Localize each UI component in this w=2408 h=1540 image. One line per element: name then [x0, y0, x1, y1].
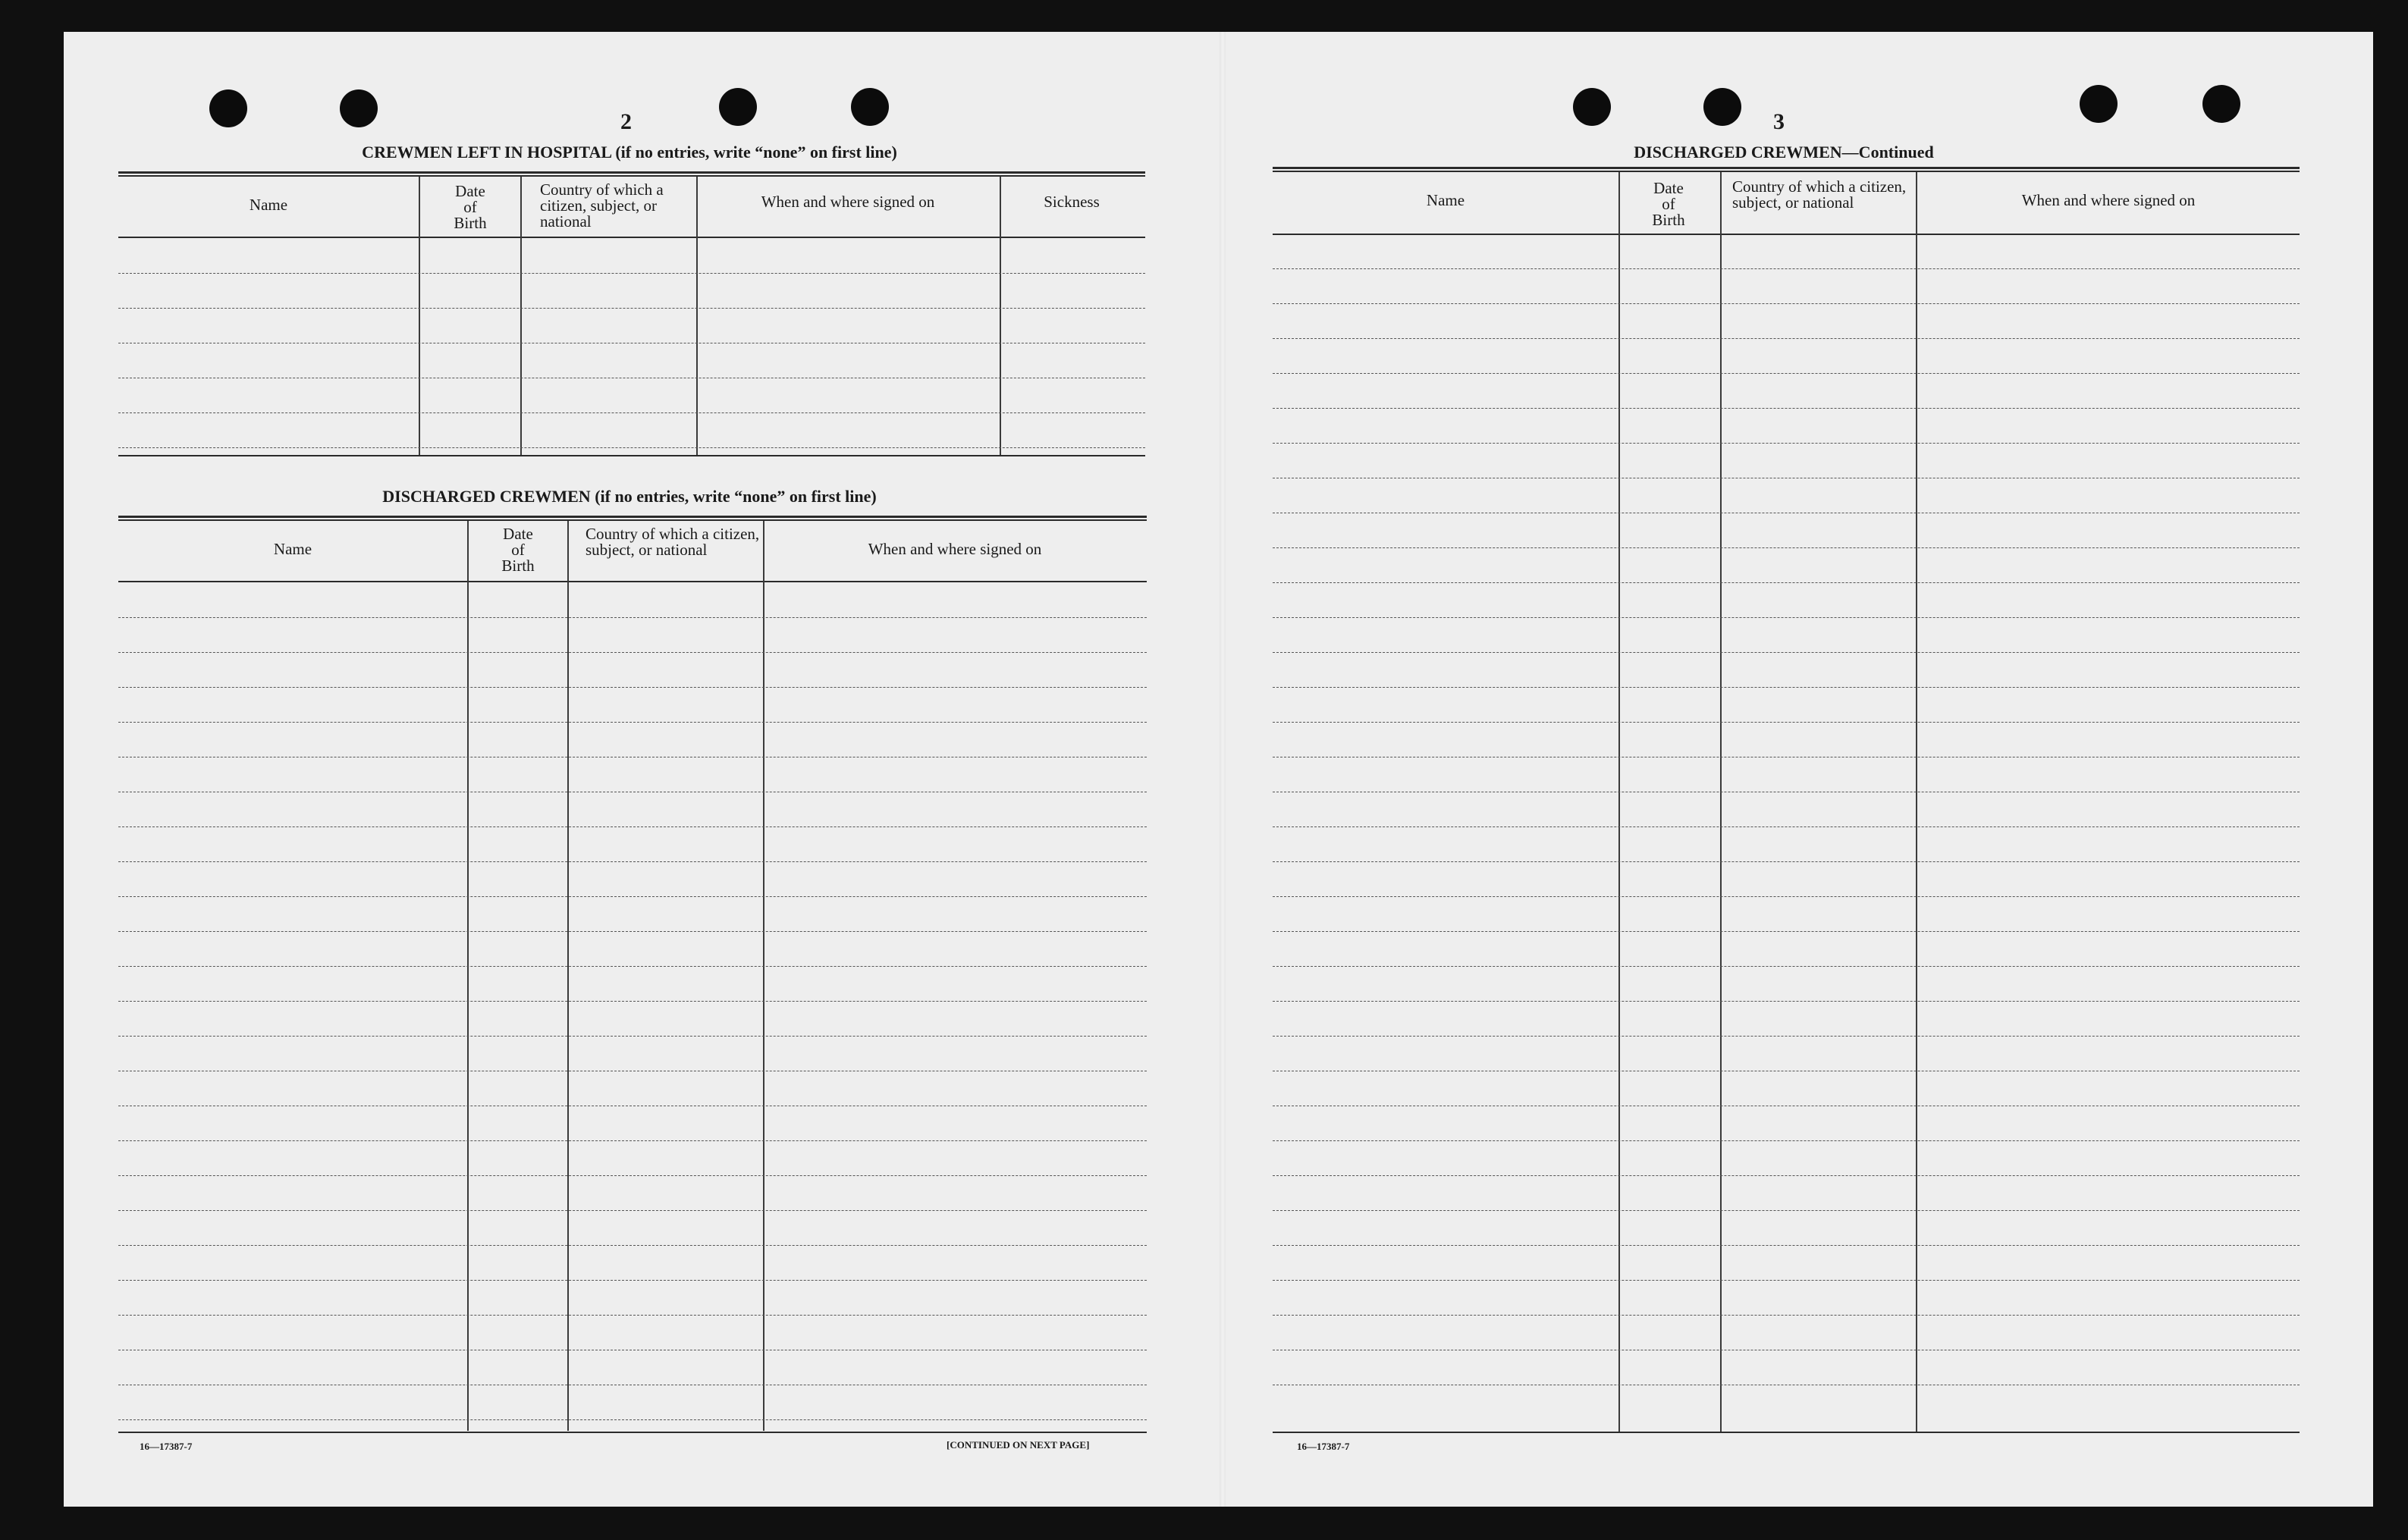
col-header-dob: Date of Birth [454, 182, 487, 232]
entry-line [1273, 303, 2300, 304]
page-number-right: 3 [1773, 109, 1785, 134]
entry-line [1273, 1001, 2300, 1002]
form-sheet [64, 32, 2373, 1507]
column-divider [567, 521, 569, 1431]
column-divider [1720, 172, 1722, 1432]
column-divider [1618, 172, 1620, 1432]
entry-line [1273, 652, 2300, 653]
entry-line [1273, 443, 2300, 444]
entry-line [118, 687, 1147, 688]
discharged-continued-title: DISCHARGED CREWMEN—Continued [1634, 143, 1934, 162]
col-header-sickness: Sickness [1044, 193, 1100, 211]
discharged-table-left [118, 516, 1147, 1471]
entry-line [1273, 1175, 2300, 1176]
col-header-dob: Date of Birth [1652, 179, 1685, 229]
entry-line [118, 722, 1147, 723]
entry-line [1273, 547, 2300, 548]
column-divider [696, 177, 698, 456]
entry-line [1273, 1280, 2300, 1281]
entry-line [118, 826, 1147, 827]
entry-line [1273, 1315, 2300, 1316]
entry-line [118, 1315, 1147, 1316]
entry-line [1273, 582, 2300, 583]
entry-line [1273, 861, 2300, 862]
discharged-table-right [1273, 167, 2300, 1471]
page-number-left: 2 [620, 109, 632, 134]
entry-line [1273, 338, 2300, 339]
form-id-left: 16—17387-7 [140, 1441, 193, 1452]
table-top-rule [118, 519, 1147, 521]
col-header-country: Country of which a citizen, subject, or national [540, 180, 664, 231]
hospital-title-text: CREWMEN LEFT IN HOSPITAL [362, 143, 611, 162]
col-header-signed-on: When and where signed on [761, 193, 935, 211]
table-top-rule [118, 175, 1145, 177]
entry-line [118, 652, 1147, 653]
entry-line [118, 896, 1147, 897]
entry-line [118, 861, 1147, 862]
entry-line [118, 1280, 1147, 1281]
punch-hole [209, 89, 247, 127]
col-header-name: Name [1426, 191, 1465, 209]
entry-line [118, 308, 1145, 309]
entry-line [1273, 373, 2300, 374]
entry-line [118, 1175, 1147, 1176]
table-bottom-rule [118, 455, 1145, 456]
hospital-table [118, 171, 1145, 490]
entry-line [118, 1419, 1147, 1420]
table-top-rule [1273, 167, 2300, 169]
entry-line [1273, 722, 2300, 723]
discharged-section-title [382, 487, 876, 507]
entry-line [1273, 1210, 2300, 1211]
entry-line [1273, 687, 2300, 688]
entry-line [1273, 966, 2300, 967]
column-divider [467, 521, 469, 1431]
column-divider [520, 177, 522, 456]
entry-line [118, 1140, 1147, 1141]
punch-hole [719, 88, 757, 126]
table-top-rule [1273, 171, 2300, 172]
entry-line [1273, 617, 2300, 618]
header-rule [1273, 234, 2300, 235]
punch-hole [2202, 85, 2240, 123]
entry-line [118, 1245, 1147, 1246]
col-header-country: Country of which a citizen, subject, or national [1732, 177, 1907, 212]
punch-hole [851, 88, 889, 126]
entry-line [1273, 896, 2300, 897]
table-bottom-rule [1273, 1432, 2300, 1433]
header-rule [118, 237, 1145, 238]
col-header-signed-on: When and where signed on [2021, 191, 2196, 209]
entry-line [1273, 268, 2300, 269]
column-divider [419, 177, 420, 456]
entry-line [1273, 1036, 2300, 1037]
col-header-name: Name [273, 540, 312, 558]
punch-hole [1573, 88, 1611, 126]
entry-line [118, 1001, 1147, 1002]
punch-hole [340, 89, 378, 127]
table-top-rule [118, 171, 1145, 174]
table-bottom-rule [118, 1432, 1147, 1433]
entry-line [1273, 1140, 2300, 1141]
column-divider [1000, 177, 1001, 456]
table-top-rule [118, 516, 1147, 518]
hospital-title-note: (if no entries, write “none” on first line) [615, 143, 897, 162]
form-id-right: 16—17387-7 [1297, 1441, 1350, 1452]
entry-line [118, 966, 1147, 967]
discharged-title-note: (if no entries, write “none” on first line) [595, 487, 877, 506]
entry-line [118, 1210, 1147, 1211]
col-header-dob: Date of Birth [501, 525, 535, 575]
entry-line [118, 412, 1145, 413]
column-divider [1916, 172, 1917, 1432]
hospital-section-title [362, 143, 897, 162]
entry-line [1273, 931, 2300, 932]
continued-note: [CONTINUED ON NEXT PAGE] [947, 1439, 1090, 1451]
center-fold [1220, 32, 1226, 1507]
punch-hole [2080, 85, 2118, 123]
discharged-title-text: DISCHARGED CREWMEN [382, 487, 591, 506]
entry-line [118, 273, 1145, 274]
punch-hole [1703, 88, 1741, 126]
entry-line [1273, 826, 2300, 827]
entry-line [1273, 408, 2300, 409]
col-header-name: Name [249, 196, 288, 214]
entry-line [118, 617, 1147, 618]
entry-line [118, 1036, 1147, 1037]
header-rule [118, 581, 1147, 582]
entry-line [118, 447, 1145, 448]
col-header-signed-on: When and where signed on [868, 540, 1042, 558]
entry-line [1273, 1245, 2300, 1246]
entry-line [118, 931, 1147, 932]
column-divider [763, 521, 764, 1431]
col-header-country: Country of which a citizen, subject, or national [586, 525, 760, 559]
